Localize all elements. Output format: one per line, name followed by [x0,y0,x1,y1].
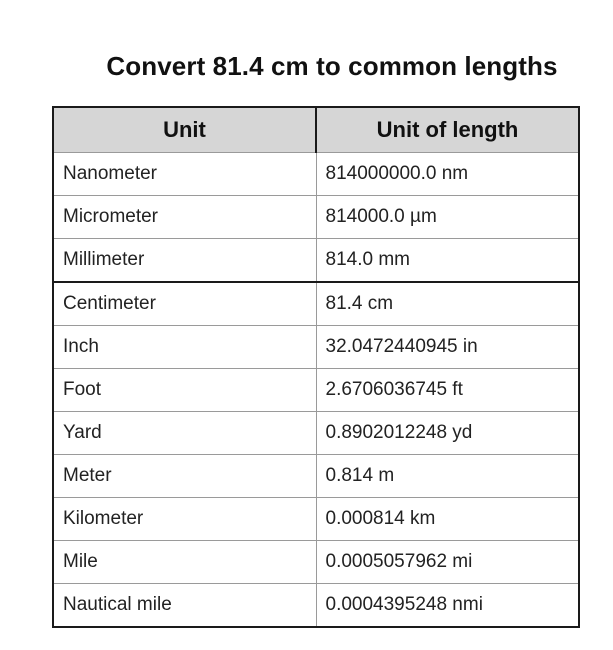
unit-name-cell: Foot [53,369,316,412]
unit-value-cell: 814000.0 µm [316,196,579,239]
table-row [53,541,579,584]
unit-value-cell: 0.000814 km [316,498,579,541]
table-row [53,369,579,412]
unit-name-cell: Inch [53,326,316,369]
conversion-table [52,106,580,628]
table-row [53,498,579,541]
table-row [53,455,579,498]
unit-name-cell: Centimeter [53,282,316,326]
table-row [53,282,579,326]
unit-value-cell: 0.8902012248 yd [316,412,579,455]
unit-value-cell: 0.0005057962 mi [316,541,579,584]
unit-value-cell: 0.0004395248 nmi [316,584,579,628]
unit-name-cell: Mile [53,541,316,584]
unit-name-cell: Nautical mile [53,584,316,628]
table-row [53,196,579,239]
unit-value-cell: 0.814 m [316,455,579,498]
unit-value-cell: 2.6706036745 ft [316,369,579,412]
unit-value-cell: 814.0 mm [316,239,579,283]
table-row [53,153,579,196]
unit-name-cell: Nanometer [53,153,316,196]
unit-value-cell: 81.4 cm [316,282,579,326]
unit-name-cell: Meter [53,455,316,498]
unit-name-cell: Millimeter [53,239,316,283]
header-unit-of-length: Unit of length [316,107,579,153]
table-row [53,412,579,455]
page-title: Convert 81.4 cm to common lengths [106,51,558,81]
table-row [53,239,579,283]
header-unit: Unit [53,107,316,153]
unit-value-cell: 32.0472440945 in [316,326,579,369]
table-header-row [53,107,579,153]
table-row [53,584,579,628]
table-row [53,326,579,369]
unit-name-cell: Micrometer [53,196,316,239]
unit-name-cell: Yard [53,412,316,455]
unit-name-cell: Kilometer [53,498,316,541]
unit-value-cell: 814000000.0 nm [316,153,579,196]
